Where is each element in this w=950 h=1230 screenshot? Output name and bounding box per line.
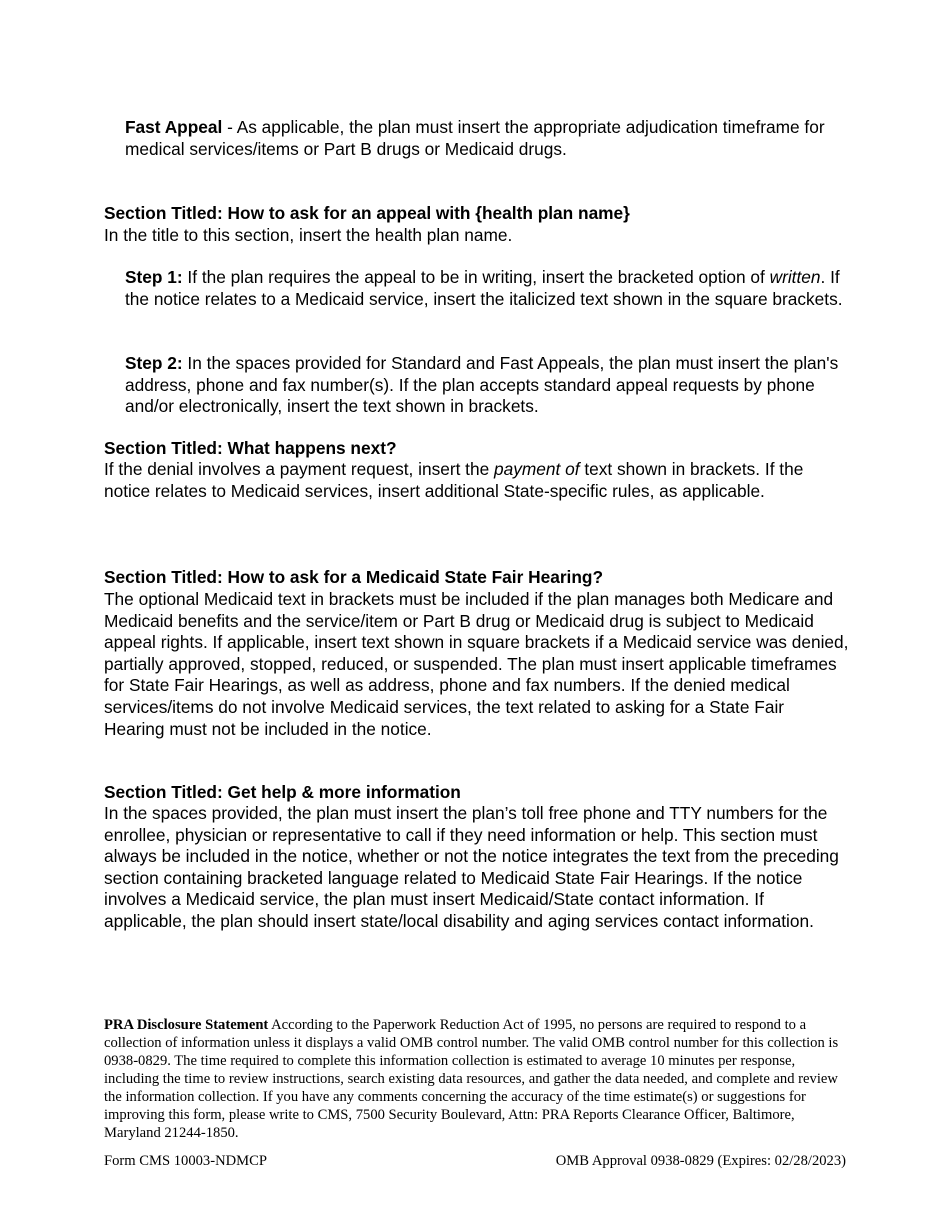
what-next-paragraph bbox=[104, 459, 849, 502]
omb-approval: OMB Approval 0938-0829 (Expires: 02/28/2023) bbox=[555, 1153, 846, 1169]
fast-appeal-label: Fast Appeal bbox=[125, 117, 223, 137]
what-next-text-b: text shown in brackets. If the notice relates to Medicaid services, insert additional State-specific rules, as applicable. bbox=[104, 459, 804, 501]
how-to-ask-text: In the title to this section, insert the health plan name. bbox=[104, 225, 513, 245]
pra-disclosure bbox=[104, 1016, 849, 1142]
how-to-ask-heading: Section Titled: How to ask for an appeal with {health plan name} bbox=[104, 203, 630, 223]
help-text: In the spaces provided, the plan must insert the plan’s toll free phone and TTY numbers for the enrollee, physician or representative to call if they need information or help. This section must always be included in the notice, whether or not the notice integrates the text from the preceding section containing bracketed language related to Medicaid State Fair Hearings. If the notice involves a Medicaid service, the plan must insert Medicaid/State contact information. If applicable, the plan should insert state/local disability and aging services contact information. bbox=[104, 803, 839, 931]
step1-paragraph bbox=[125, 267, 845, 310]
pra-text: According to the Paperwork Reduction Act of 1995, no persons are required to respond to a collection of information unless it displays a valid OMB control number. The valid OMB control number for this collection is 0938-0829. The time required to complete this information collection is estimated to average 10 minutes per response, including the time to review instructions, search existing data resources, and gather the data needed, and complete and review the information collection. If you have any comments concerning the accuracy of the time estimate(s) or suggestions for improving this form, please write to CMS, 7500 Security Boulevard, Attn: PRA Reports Clearance Officer, Baltimore, Maryland 21244-1850. bbox=[104, 1017, 839, 1141]
what-next-heading: Section Titled: What happens next? bbox=[104, 438, 397, 458]
help-heading: Section Titled: Get help & more information bbox=[104, 782, 461, 802]
step1-text-a: If the plan requires the appeal to be in writing, insert the bracketed option of bbox=[182, 267, 770, 287]
fair-hearing-text: The optional Medicaid text in brackets must be included if the plan manages both Medicare and Medicaid benefits and the service/item or Part B drug or Medicaid drug is subject to Medicaid appeal rights. If applicable, insert text shown in square brackets if a Medicaid service was denied, partially approved, stopped, reduced, or suspended. The plan must insert applicable timeframes for State Fair Hearings, as well as address, phone and fax numbers. If the denied medical services/items do not involve Medicaid services, the text related to asking for a State Fair Hearing must not be included in the notice. bbox=[104, 589, 849, 739]
step2-label: Step 2: bbox=[125, 353, 183, 373]
step1-label: Step 1: bbox=[125, 267, 183, 287]
page-footer bbox=[104, 1152, 846, 1170]
what-next-italic: payment of bbox=[494, 459, 580, 479]
pra-label: PRA Disclosure Statement bbox=[104, 1017, 269, 1033]
step2-text: In the spaces provided for Standard and Fast Appeals, the plan must insert the plan's address, phone and fax number(s). If the plan accepts standard appeal requests by phone and/or electronically, insert the text shown in brackets. bbox=[125, 353, 839, 417]
fast-appeal-paragraph bbox=[125, 117, 845, 160]
fast-appeal-text: - As applicable, the plan must insert the appropriate adjudication timeframe for medical services/items or Part B drugs or Medicaid drugs. bbox=[125, 117, 825, 159]
form-id: Form CMS 10003-NDMCP bbox=[104, 1153, 267, 1169]
step1-italic: written bbox=[769, 267, 821, 287]
fair-hearing-heading: Section Titled: How to ask for a Medicaid State Fair Hearing? bbox=[104, 567, 604, 587]
step1-text-b: . If the notice relates to a Medicaid service, insert the italicized text shown in the square brackets. bbox=[125, 267, 843, 309]
what-next-text-a: If the denial involves a payment request, insert the bbox=[104, 459, 495, 479]
step2-paragraph bbox=[125, 353, 845, 418]
